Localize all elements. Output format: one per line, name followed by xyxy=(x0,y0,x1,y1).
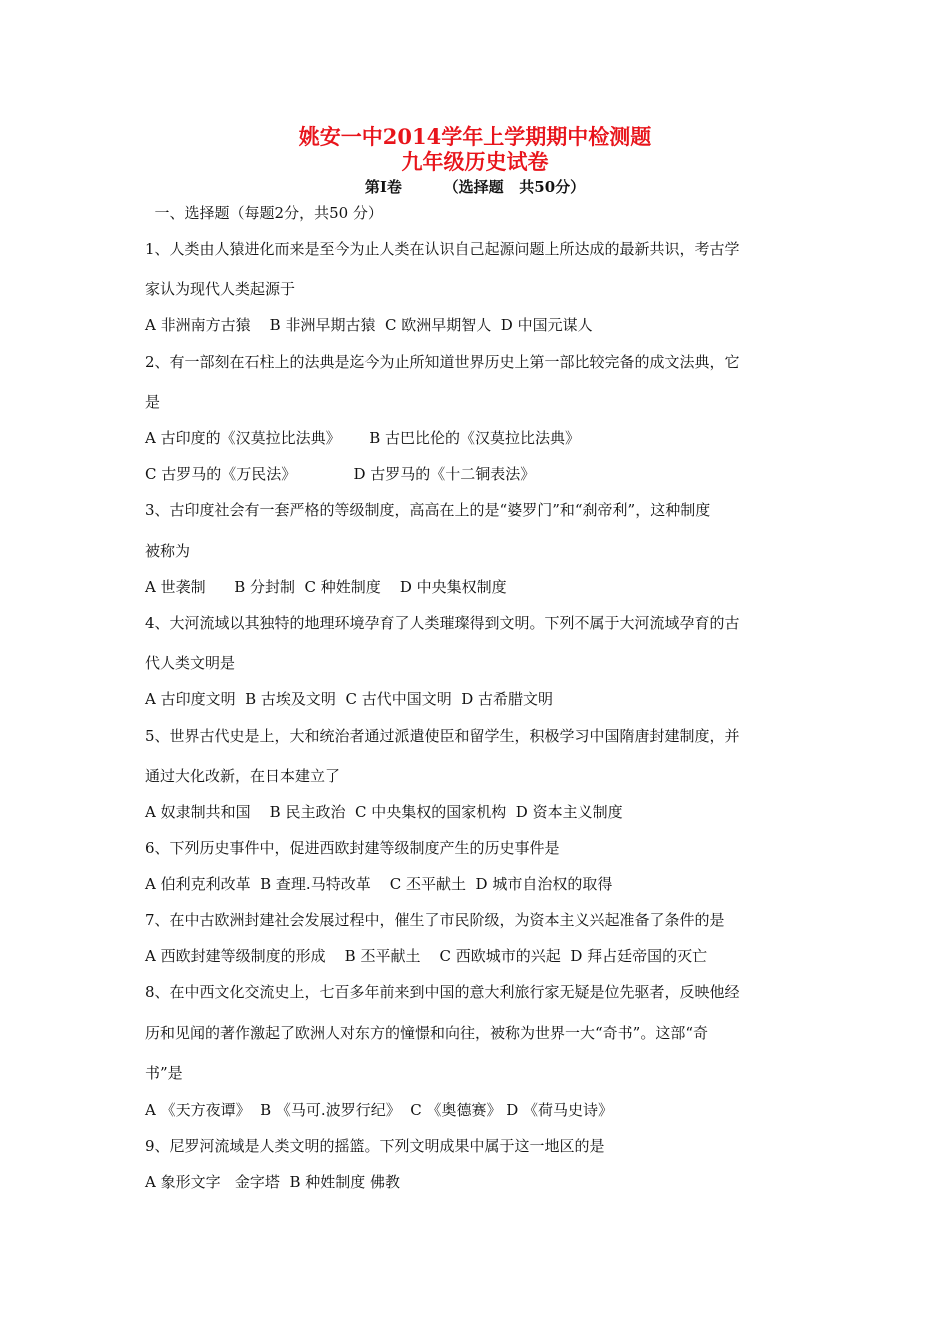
question-2-options-1: A 古印度的《汉莫拉比法典》 B 古巴比伦的《汉莫拉比法典》 xyxy=(145,429,581,447)
question-4-line-1: 4、大河流域以其独特的地理环境孕育了人类璀璨得到文明。下列不属于大河流域孕育的古 xyxy=(145,614,740,632)
question-3-line-1: 3、古印度社会有一套严格的等级制度，高高在上的是“婆罗门”和“刹帝利”，这种制度 xyxy=(145,501,711,519)
question-2-line-2: 是 xyxy=(145,393,161,411)
section-instruction: 一、选择题（每题2分，共50 分） xyxy=(145,204,383,222)
question-6-options: A 伯利克利改革 B 查理.马特改革 C 丕平献土 D 城市自治权的取得 xyxy=(145,875,613,893)
question-8-line-1: 8、在中西文化交流史上，七百多年前来到中国的意大利旅行家无疑是位先驱者，反映他经 xyxy=(145,983,740,1001)
question-7-options: A 西欧封建等级制度的形成 B 丕平献土 C 西欧城市的兴起 D 拜占廷帝国的灭亡 xyxy=(145,947,708,965)
section-heading: 第Ⅰ卷 （选择题 共50分） xyxy=(364,178,586,196)
exam-title: 姚安一中2014学年上学期期中检测题 xyxy=(298,124,652,149)
question-9-line-1: 9、尼罗河流域是人类文明的摇篮。下列文明成果中属于这一地区的是 xyxy=(145,1137,605,1155)
question-1-line-2: 家认为现代人类起源于 xyxy=(145,280,296,298)
exam-subject-title: 九年级历史试卷 xyxy=(401,149,549,174)
question-8-options: A 《天方夜谭》 B 《马可.波罗行纪》 C 《奥德赛》 D 《荷马史诗》 xyxy=(145,1101,614,1119)
question-9-options: A 象形文字 金字塔 B 种姓制度 佛教 xyxy=(145,1173,401,1191)
question-3-line-2: 被称为 xyxy=(145,542,191,560)
question-2-line-1: 2、有一部刻在石柱上的法典是迄今为止所知道世界历史上第一部比较完备的成文法典，它 xyxy=(145,353,740,371)
question-5-line-1: 5、世界古代史是上，大和统治者通过派遣使臣和留学生，积极学习中国隋唐封建制度，并 xyxy=(145,727,740,745)
question-6-line-1: 6、下列历史事件中，促进西欧封建等级制度产生的历史事件是 xyxy=(145,839,560,857)
question-1-line-1: 1、人类由人猿进化而来是至今为止人类在认识自己起源问题上所达成的最新共识，考古学 xyxy=(145,240,740,258)
question-4-options: A 古印度文明 B 古埃及文明 C 古代中国文明 D 古希腊文明 xyxy=(145,690,554,708)
question-4-line-2: 代人类文明是 xyxy=(145,654,236,672)
question-2-options-2: C 古罗马的《万民法》 D 古罗马的《十二铜表法》 xyxy=(145,465,536,483)
question-8-line-3: 书”是 xyxy=(145,1064,183,1082)
question-5-options: A 奴隶制共和国 B 民主政治 C 中央集权的国家机构 D 资本主义制度 xyxy=(145,803,623,821)
question-3-options: A 世袭制 B 分封制 C 种姓制度 D 中央集权制度 xyxy=(145,578,507,596)
question-7-line-1: 7、在中古欧洲封建社会发展过程中，催生了市民阶级，为资本主义兴起准备了条件的是 xyxy=(145,911,725,929)
question-8-line-2: 历和见闻的著作激起了欧洲人对东方的憧憬和向往，被称为世界一大“奇书”。这部“奇 xyxy=(145,1024,709,1042)
question-1-options: A 非洲南方古猿 B 非洲早期古猿 C 欧洲早期智人 D 中国元谋人 xyxy=(145,316,593,334)
question-5-line-2: 通过大化改新，在日本建立了 xyxy=(145,767,341,785)
